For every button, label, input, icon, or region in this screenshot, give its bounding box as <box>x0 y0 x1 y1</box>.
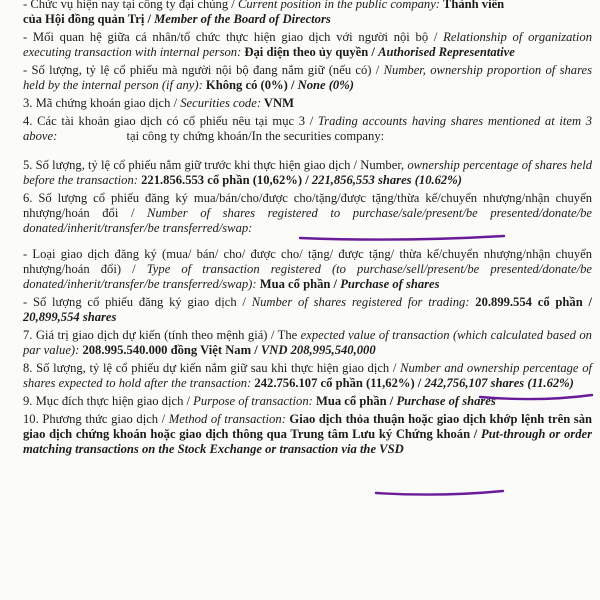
text-vn: - Loại giao dịch đăng ký (mua/ bán/ cho/ được cho/ tặng/ được tặng/ thừa kế/chuyển nhượng/nhận chuyển nhượng/hoán đổi) / <box>23 247 592 276</box>
value-en: Purchase of shares <box>396 394 496 408</box>
value-en: VND 208,995,540,000 <box>260 343 376 357</box>
value-en: Put-through or order matching transactions on the Stock Exchange or transaction via the VSD <box>23 427 592 456</box>
value-vn: 221.856.553 cổ phần (10,62%) / <box>137 173 312 187</box>
text-vn: 10. Phương thức giao dịch / <box>23 412 169 426</box>
spacer <box>23 239 592 247</box>
underline-after-shares <box>376 491 503 495</box>
text-vn: - Số lượng, tỷ lệ cổ phiếu mà người nội bộ đang nắm giữ (nếu có) / <box>23 63 384 77</box>
text-en: Relationship of organization executing transaction with internal person: <box>23 30 592 59</box>
value-en: Authorised Representative <box>378 45 515 59</box>
text-vn: 5. Số lượng, tỷ lệ cổ phiếu nắm giữ trước khi thực hiện giao dịch / Number, <box>23 158 408 172</box>
text-vn: - Số lượng cổ phiếu đăng ký giao dịch / <box>23 295 252 309</box>
text-vn: 7. Giá trị giao dịch dự kiến (tính theo mệnh giá) / The <box>23 328 301 342</box>
text-vn: 6. Số lượng cổ phiếu đăng ký mua/bán/cho/được cho/tặng/được tặng/thừa kế/chuyển nhượng/nhận chuyển nhượng/hoán đổi / <box>23 191 592 220</box>
text-vn: 3. Mã chứng khoán giao dịch / <box>23 96 181 110</box>
text-en: Trading accounts having shares mentioned at item 3 above: <box>23 114 592 143</box>
internal-person-holding-line <box>23 63 592 93</box>
value-vn: Mua cổ phần / <box>312 394 397 408</box>
text-vn: - Chức vụ hiện nay tại công ty đại chúng / <box>23 0 238 11</box>
value-vn: Thành viên <box>440 0 505 11</box>
value-vn: Không có (0%) / <box>202 78 298 92</box>
text-vn: 8. Số lượng, tỷ lệ cổ phiếu dự kiến nắm giữ sau khi thực hiện giao dịch / <box>23 361 401 375</box>
shares-for-trading-line <box>23 295 592 325</box>
value-vn: 208.995.540.000 đồng Việt Nam / <box>79 343 261 357</box>
text-en: Securities code: <box>180 96 262 110</box>
value-vn: 242.756.107 cổ phần (11,62%) / <box>251 376 425 390</box>
value-vn: Đại diện theo ủy quyền / <box>241 45 379 59</box>
registered-shares-line <box>23 191 592 236</box>
text-en: ownership percentage of shares held before the transaction: <box>23 158 592 187</box>
method-line <box>23 412 592 457</box>
holding-before-line <box>23 158 592 188</box>
value-en: Purchase of shares <box>340 277 440 291</box>
value-vn: Mua cổ phần / <box>256 277 341 291</box>
expected-value-line <box>23 328 592 358</box>
text-en: Method of transaction: <box>168 412 286 426</box>
purpose-line <box>23 394 592 409</box>
text-en: Purpose of transaction: <box>193 394 313 408</box>
securities-code-line <box>23 96 592 111</box>
value-en: None (0%) <box>297 78 354 92</box>
value-vn: Giao dịch thỏa thuận hoặc giao dịch khớp lệnh trên sàn giao dịch chứng khoán hoặc giao dịch thông qua Trung tâm Lưu ký Chứng khoán / <box>23 412 592 441</box>
securities-code: VNM <box>261 96 295 110</box>
value-vn: 20.899.554 cổ phần / <box>469 295 592 309</box>
value-en: Member of the Board of Directors <box>154 12 331 26</box>
value-en: 242,756,107 shares (11.62%) <box>424 376 574 390</box>
text-vn: - Mối quan hệ giữa cá nhân/tổ chức thực hiện giao dịch với người nội bộ / <box>23 30 444 44</box>
text-en: Number of shares registered to purchase/sale/present/be presented/donate/be donated/inherit/transfer/be transferred/swap: <box>23 206 592 235</box>
text-en: Current position in the public company: <box>237 0 440 11</box>
holding-after-line <box>23 361 592 391</box>
value-en: 221,856,553 shares (10.62%) <box>311 173 462 187</box>
current-position-line <box>23 0 592 27</box>
text-vn: 9. Mục đích thực hiện giao dịch / <box>23 394 194 408</box>
text-en: Number and ownership percentage of shares expected to hold after the transaction: <box>23 361 592 390</box>
text-vn: 4. Các tài khoản giao dịch có cổ phiếu nêu tại mục 3 / <box>23 114 318 128</box>
spacer <box>23 147 592 158</box>
transaction-type-line <box>23 247 592 292</box>
text-en: Type of transaction registered (to purchase/sell/present/be presented/donate/be donated/inherit/transfer/be transferred/swap): <box>23 262 592 291</box>
relationship-line <box>23 30 592 60</box>
text-en: expected value of transaction (which calculated based on par value): <box>23 328 592 357</box>
value-vn: của Hội đồng quản Trị / <box>23 12 155 26</box>
trading-accounts-line <box>23 114 592 144</box>
text-vn: tại công ty chứng khoán/In the securities company: <box>57 129 385 143</box>
text-en: Number, ownership proportion of shares held by the internal person (if any): <box>23 63 592 92</box>
text-en: Number of shares registered for trading: <box>251 295 470 309</box>
value-en: 20,899,554 shares <box>23 310 117 324</box>
